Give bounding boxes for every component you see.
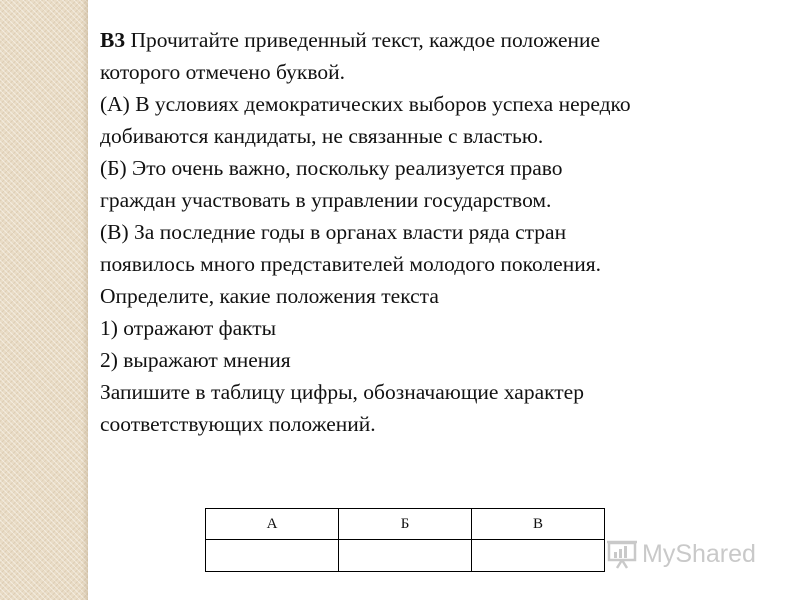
answer-table xyxy=(205,508,605,572)
instruction-line: соответствующих положений. xyxy=(100,412,376,436)
instruction-line: Определите, какие положения текста xyxy=(100,284,439,308)
answer-cell-v[interactable] xyxy=(472,540,605,572)
answer-cell-a[interactable] xyxy=(206,540,339,572)
task-number: В3 xyxy=(100,28,126,52)
statement-v-line-2: появилось много представителей молодого поколения. xyxy=(100,252,601,276)
task-line: которого отмечено буквой. xyxy=(100,60,346,84)
presentation-board-icon xyxy=(606,539,638,569)
statement-b-line-2: граждан участвовать в управлении государством. xyxy=(100,188,552,212)
option-opinions: 2) выражают мнения xyxy=(100,348,291,372)
statement-v-line-1: (В) За последние годы в органах власти ряда стран xyxy=(100,220,567,244)
statement-a-line-2: добиваются кандидаты, не связанные с властью. xyxy=(100,124,544,148)
watermark-text: MyShared xyxy=(642,539,756,568)
answer-header-v: В xyxy=(472,509,605,540)
answer-table-value-row xyxy=(206,540,605,572)
statement-a-line-1: (А) В условиях демократических выборов успеха нередко xyxy=(100,92,631,116)
task-intro-text: Прочитайте приведенный текст, каждое положение xyxy=(130,28,601,52)
task-text xyxy=(100,24,780,440)
instruction-line: Запишите в таблицу цифры, обозначающие характер xyxy=(100,380,584,404)
answer-table-header-row xyxy=(206,509,605,540)
answer-cell-b[interactable] xyxy=(339,540,472,572)
answer-header-b: Б xyxy=(339,509,472,540)
myshared-watermark xyxy=(606,536,756,572)
option-facts: 1) отражают факты xyxy=(100,316,277,340)
task-intro-line xyxy=(100,24,780,56)
answer-header-a: А xyxy=(206,509,339,540)
decorative-side-strip xyxy=(0,0,88,600)
statement-b-line-1: (Б) Это очень важно, поскольку реализуется право xyxy=(100,156,563,180)
